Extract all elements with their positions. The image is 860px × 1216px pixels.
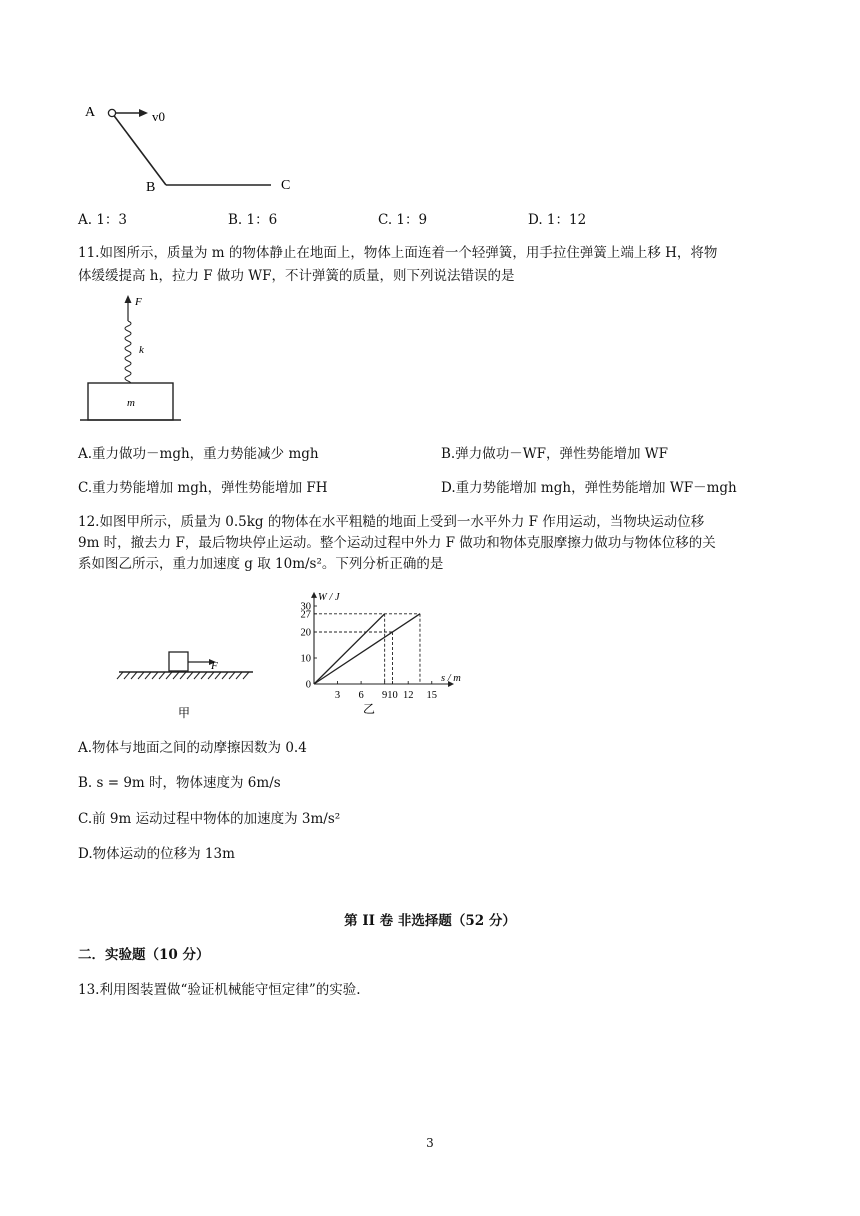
label-k: k bbox=[139, 344, 144, 356]
q11-option-d: D.重力势能增加 mgh，弹性势能增加 WF－mgh bbox=[441, 480, 737, 496]
q12-option-d: D.物体运动的位移为 13m bbox=[78, 846, 235, 862]
q11-option-a: A.重力做功－mgh，重力势能减少 mgh bbox=[78, 446, 319, 462]
section-header: 第 II 卷 非选择题（52 分） bbox=[344, 913, 516, 929]
chart-series-line-0 bbox=[314, 614, 385, 684]
q13-stem: 13.利用图装置做“验证机械能守恒定律”的实验. bbox=[78, 982, 361, 998]
q12-option-b: B. s = 9m 时，物体速度为 6m/s bbox=[78, 775, 281, 791]
chart-x-tick-4: 12 bbox=[402, 690, 414, 701]
jia-caption: 甲 bbox=[178, 706, 191, 720]
chart-caption: 乙 bbox=[363, 702, 376, 716]
jia-force-label: F bbox=[211, 660, 218, 672]
chart-y-tick-1: 10 bbox=[300, 653, 311, 665]
label-F: F bbox=[135, 296, 142, 308]
q12-figure-jia bbox=[115, 645, 265, 725]
label-A: A bbox=[85, 105, 96, 120]
q10-figure bbox=[78, 96, 318, 200]
q12-stem-line1: 12.如图甲所示，质量为 0.5kg 的物体在水平粗糙的地面上受到一水平外力 F 作用运动，当物块运动位移 bbox=[78, 514, 705, 530]
q11-option-c: C.重力势能增加 mgh，弹性势能增加 FH bbox=[78, 480, 328, 496]
chart-y-tick-0: 0 bbox=[305, 679, 311, 691]
q10-option-a: A. 1：3 bbox=[78, 212, 128, 228]
q12-stem-line2: 9m 时，撤去力 F，最后物块停止运动。整个运动过程中外力 F 做功和物体克服摩擦力做功与物体位移的关 bbox=[78, 535, 716, 551]
chart-x-tick-0: 3 bbox=[334, 690, 341, 701]
q12-option-a: A.物体与地面之间的动摩擦因数为 0.4 bbox=[78, 740, 307, 756]
chart-y-tick-2: 20 bbox=[300, 627, 311, 639]
q11-stem-line2: 体缓缓提高 h，拉力 F 做功 WF，不计弹簧的质量，则下列说法错误的是 bbox=[78, 268, 515, 284]
q11-spring-figure bbox=[78, 293, 218, 428]
q10-option-b: B. 1：6 bbox=[228, 212, 278, 228]
q12-chart-yi bbox=[290, 588, 480, 728]
chart-y-tick-3: 27 bbox=[300, 609, 311, 621]
part-title: 二．实验题（10 分） bbox=[78, 947, 210, 963]
chart-y-tick-4: 30 bbox=[300, 601, 311, 613]
page-number: 3 bbox=[426, 1136, 434, 1150]
label-C: C bbox=[281, 178, 291, 193]
chart-x-tick-5: 15 bbox=[426, 690, 437, 701]
q11-option-b: B.弹力做功－WF，弹性势能增加 WF bbox=[441, 446, 668, 462]
chart-y-arrow bbox=[311, 592, 317, 598]
q10-option-d: D. 1：12 bbox=[528, 212, 587, 228]
chart-x-tick-2: 9 bbox=[382, 690, 388, 701]
q11-stem-line1: 11.如图所示，质量为 m 的物体静止在地面上，物体上面连着一个轻弹簧，用手拉住弹簧上端上移 H，将物 bbox=[78, 245, 718, 261]
chart-x-tick-1: 6 bbox=[358, 690, 364, 701]
label-v0: v0 bbox=[152, 109, 165, 124]
chart-ylabel: W / J bbox=[318, 592, 340, 603]
chart-xlabel: s / m bbox=[441, 673, 461, 684]
label-m: m bbox=[127, 397, 135, 409]
q12-stem-line3: 系如图乙所示，重力加速度 g 取 10m/s²。下列分析正确的是 bbox=[78, 556, 444, 572]
q10-option-c: C. 1：9 bbox=[378, 212, 428, 228]
chart-x-tick-3: 10 bbox=[387, 690, 398, 701]
q12-option-c: C.前 9m 运动过程中物体的加速度为 3m/s² bbox=[78, 811, 341, 827]
label-B: B bbox=[146, 180, 156, 195]
chart-series-line-1 bbox=[314, 614, 420, 684]
